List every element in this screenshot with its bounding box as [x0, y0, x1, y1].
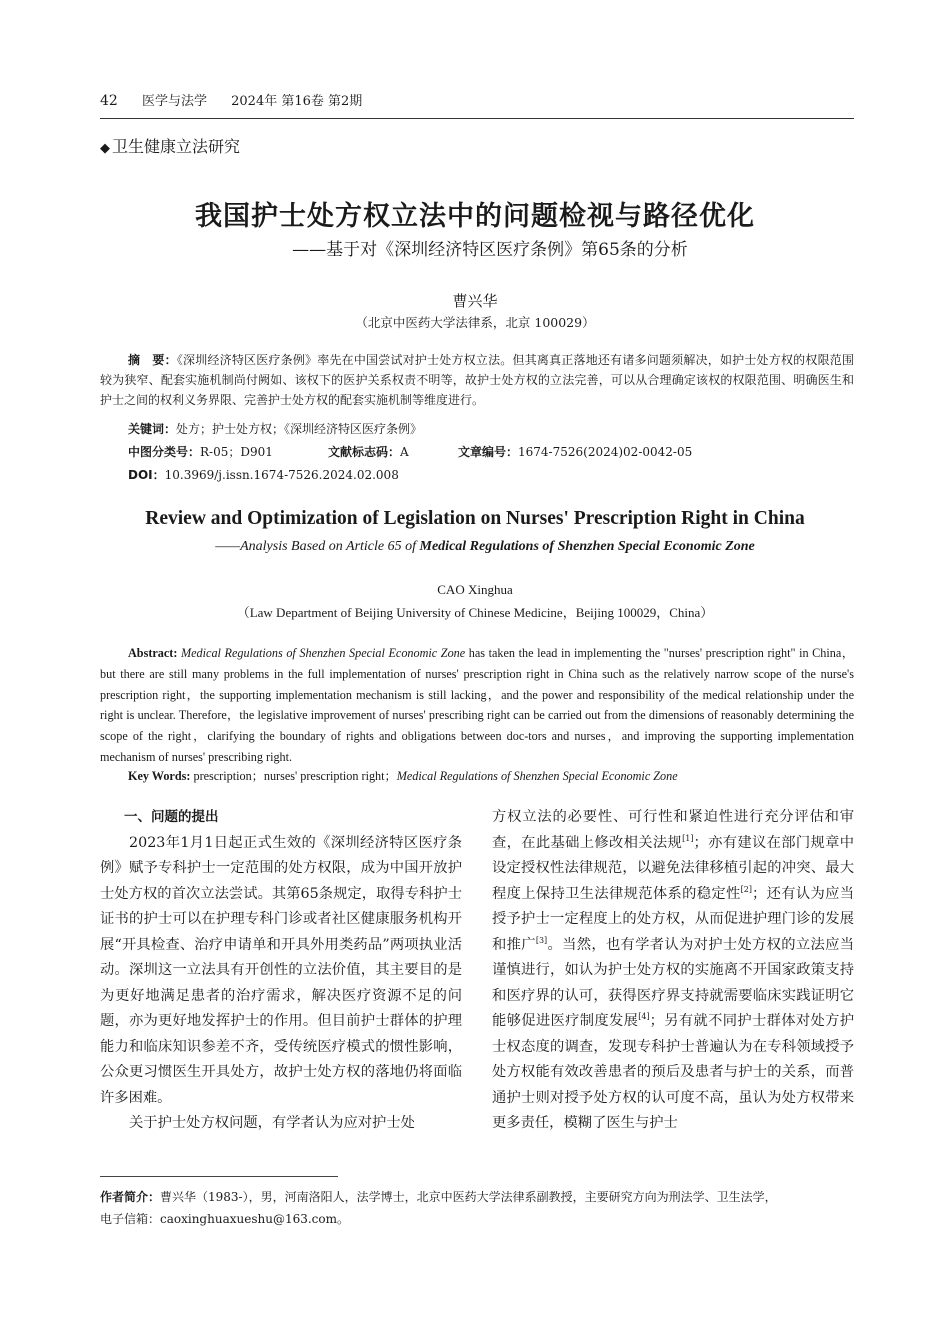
- article-no-label: 文章编号：: [458, 445, 519, 459]
- clc-value: R-05；D901: [200, 445, 273, 459]
- cn-abstract: [100, 350, 854, 410]
- cn-subtitle: ——基于对《深圳经济特区医疗条例》第65条的分析: [292, 240, 688, 260]
- article-no-cell: [458, 443, 692, 460]
- classification-row: [128, 443, 828, 460]
- en-subtitle-bold: Medical Regulations of Shenzhen Special Economic Zone: [419, 539, 755, 554]
- doc-code-value: A: [400, 445, 409, 459]
- en-keywords-plain: prescription；nurses' prescription right；: [193, 769, 397, 783]
- en-keywords: [128, 767, 868, 784]
- cn-abstract-text: 《深圳经济特区医疗条例》率先在中国尝试对护士处方权立法。但其离真正落地还有诸多问题须解决，如护士处方权的权限范围较为狭窄、配套实施机制尚付阙如、该权下的医护关系权责不明等，故护士处方权的立法完善，可以从合理确定该权的权限范围、明确医生和护士之间的权利义务界限、完善护士处方权的配套实施机制等维度进行。: [100, 353, 854, 407]
- body-paragraph-1: 2023年1月1日起正式生效的《深圳经济特区医疗条例》赋予专科护士一定范围的处方权限，成为中国开放护士处方权的首次立法尝试。其第65条规定，取得专科护士证书的护士可以在护理专科门诊或者社区健康服务机构开展“开具检查、治疗申请单和开具外用类药品”两项执业活动。深圳这一立法具有开创性的立法价值，其主要目的是为更好地满足患者的治疗需求，解决医疗资源不足的问题，亦为更好地发挥护士的作用。但目前护士群体的护理能力和临床知识参差不齐，受传统医疗模式的惯性影响，公众更习惯医生开具处方，故护士处方权的落地仍将面临许多困难。: [100, 834, 462, 1106]
- body-column-right: [492, 805, 854, 1137]
- cn-title: 我国护士处方权立法中的问题检视与路径优化: [195, 201, 755, 232]
- citation-2: [2]: [740, 884, 752, 894]
- en-title: Review and Optimization of Legislation on Nurses' Prescription Right in China: [145, 508, 805, 529]
- page-number: 42: [100, 93, 118, 109]
- body-paragraph-2: 关于护士处方权问题，有学者认为应对护士处: [129, 1115, 415, 1131]
- doi-line: [128, 466, 399, 483]
- journal-issue: 2024年 第16卷 第2期: [231, 94, 363, 109]
- body-text-r5: ；另有就不同护士群体对处方护士权态度的调查，发现专科护士普遍认为在专科领域授予处方权能有效改善患者的预后及患者与护士的关系，而普通护士则对授予处方权的认可度不高，虽认为处方权带来更多责任，模糊了医生与护士: [492, 1013, 855, 1131]
- en-subtitle-prefix: ——Analysis Based on Article 65 of: [215, 539, 420, 554]
- en-abstract-label: Abstract:: [128, 646, 181, 660]
- cn-author: 曹兴华: [452, 292, 498, 310]
- cn-keywords-text: 处方；护士处方权；《深圳经济特区医疗条例》: [176, 422, 423, 436]
- doi-value: 10.3969/j.issn.1674-7526.2024.02.008: [164, 468, 399, 482]
- citation-4: [4]: [638, 1012, 650, 1022]
- body-text-r1: 方权立法的必要性、可行性和紧迫性进行充分评估和审查，在此基础上修改相关法规: [492, 809, 854, 851]
- en-abstract-italic: Medical Regulations of Shenzhen Special Economic Zone: [181, 646, 466, 660]
- en-abstract: [100, 643, 854, 768]
- body-text-r4: 。当然，也有学者认为对护士处方权的立法应当谨慎进行，如认为护士处方权的实施离不开国家政策支持和医疗界的认可，获得医疗界支持就需要临床实践证明它能够促进医疗制度发展: [492, 936, 855, 1029]
- doc-code-label: 文献标志码：: [328, 445, 401, 459]
- body-column-left: [100, 805, 462, 1137]
- section-label: [100, 134, 240, 157]
- en-abstract-text: has taken the lead in implementing the "nurses' prescription right" in China，but there are still many problems in the full implementation of nurses' prescription right in China such as the relatively narrow scope of the nurse's prescription right，the supporting implementation mechanism is still lacking，and the power and responsibility of the medical relationship under the right is unclear. Therefore，the legislative improvement of nurses' prescribing right can be carried out from the dimensions of reasonably determining the scope of the right，clarifying the boundary of rights and obligations between doc-tors and nurses，and improving the supporting implementation mechanism of nurses' prescribing right.: [100, 646, 854, 764]
- clc-cell: [128, 443, 328, 460]
- cn-keywords: [128, 420, 422, 437]
- doi-label: DOI：: [128, 468, 165, 482]
- footnote-label: 作者简介：: [100, 1190, 161, 1204]
- citation-3: [3]: [535, 935, 548, 945]
- body-text-r3: ；还有认为应当授予护士一定程度上的处方权，从而促进护理门诊的发展和推广: [492, 885, 855, 953]
- cn-keywords-label: 关键词：: [128, 422, 177, 436]
- section-label-text: 卫生健康立法研究: [112, 137, 241, 156]
- author-footnote: [100, 1186, 854, 1230]
- en-keywords-label: Key Words:: [128, 769, 194, 783]
- en-author: CAO Xinghua: [437, 582, 513, 597]
- body-paragraph-right: [492, 805, 854, 1137]
- footnote-email[interactable]: 电子信箱：caoxinghuaxueshu@163.com。: [100, 1212, 349, 1226]
- article-no-value: 1674-7526(2024)02-0042-05: [518, 445, 693, 459]
- cn-affiliation: （北京中医药大学法律系，北京 100029）: [355, 315, 595, 330]
- diamond-icon: ◆: [100, 141, 110, 156]
- doc-code-cell: [328, 443, 458, 460]
- citation-1: [1]: [682, 833, 694, 843]
- en-keywords-italic: Medical Regulations of Shenzhen Special Economic Zone: [396, 769, 678, 783]
- en-subtitle: [0, 539, 950, 555]
- footnote-text: 曹兴华（1983-），男，河南洛阳人，法学博士，北京中医药大学法律系副教授，主要研究方向为刑法学、卫生法学，: [160, 1190, 777, 1204]
- footnote-rule: [100, 1176, 338, 1177]
- clc-label: 中图分类号：: [128, 445, 201, 459]
- en-affiliation: （Law Department of Beijing University of Chinese Medicine，Beijing 100029，China）: [236, 605, 714, 620]
- body-text-r2: ；亦有建议在部门规章中设定授权性法律规范，以避免法律移植引起的冲突、最大程度上保持卫生法律规范体系的稳定性: [492, 834, 855, 902]
- running-header: [100, 90, 854, 119]
- section-heading: 一、问题的提出: [124, 809, 219, 825]
- journal-name: 医学与法学: [141, 94, 207, 109]
- cn-abstract-label: 摘 要：: [128, 353, 177, 367]
